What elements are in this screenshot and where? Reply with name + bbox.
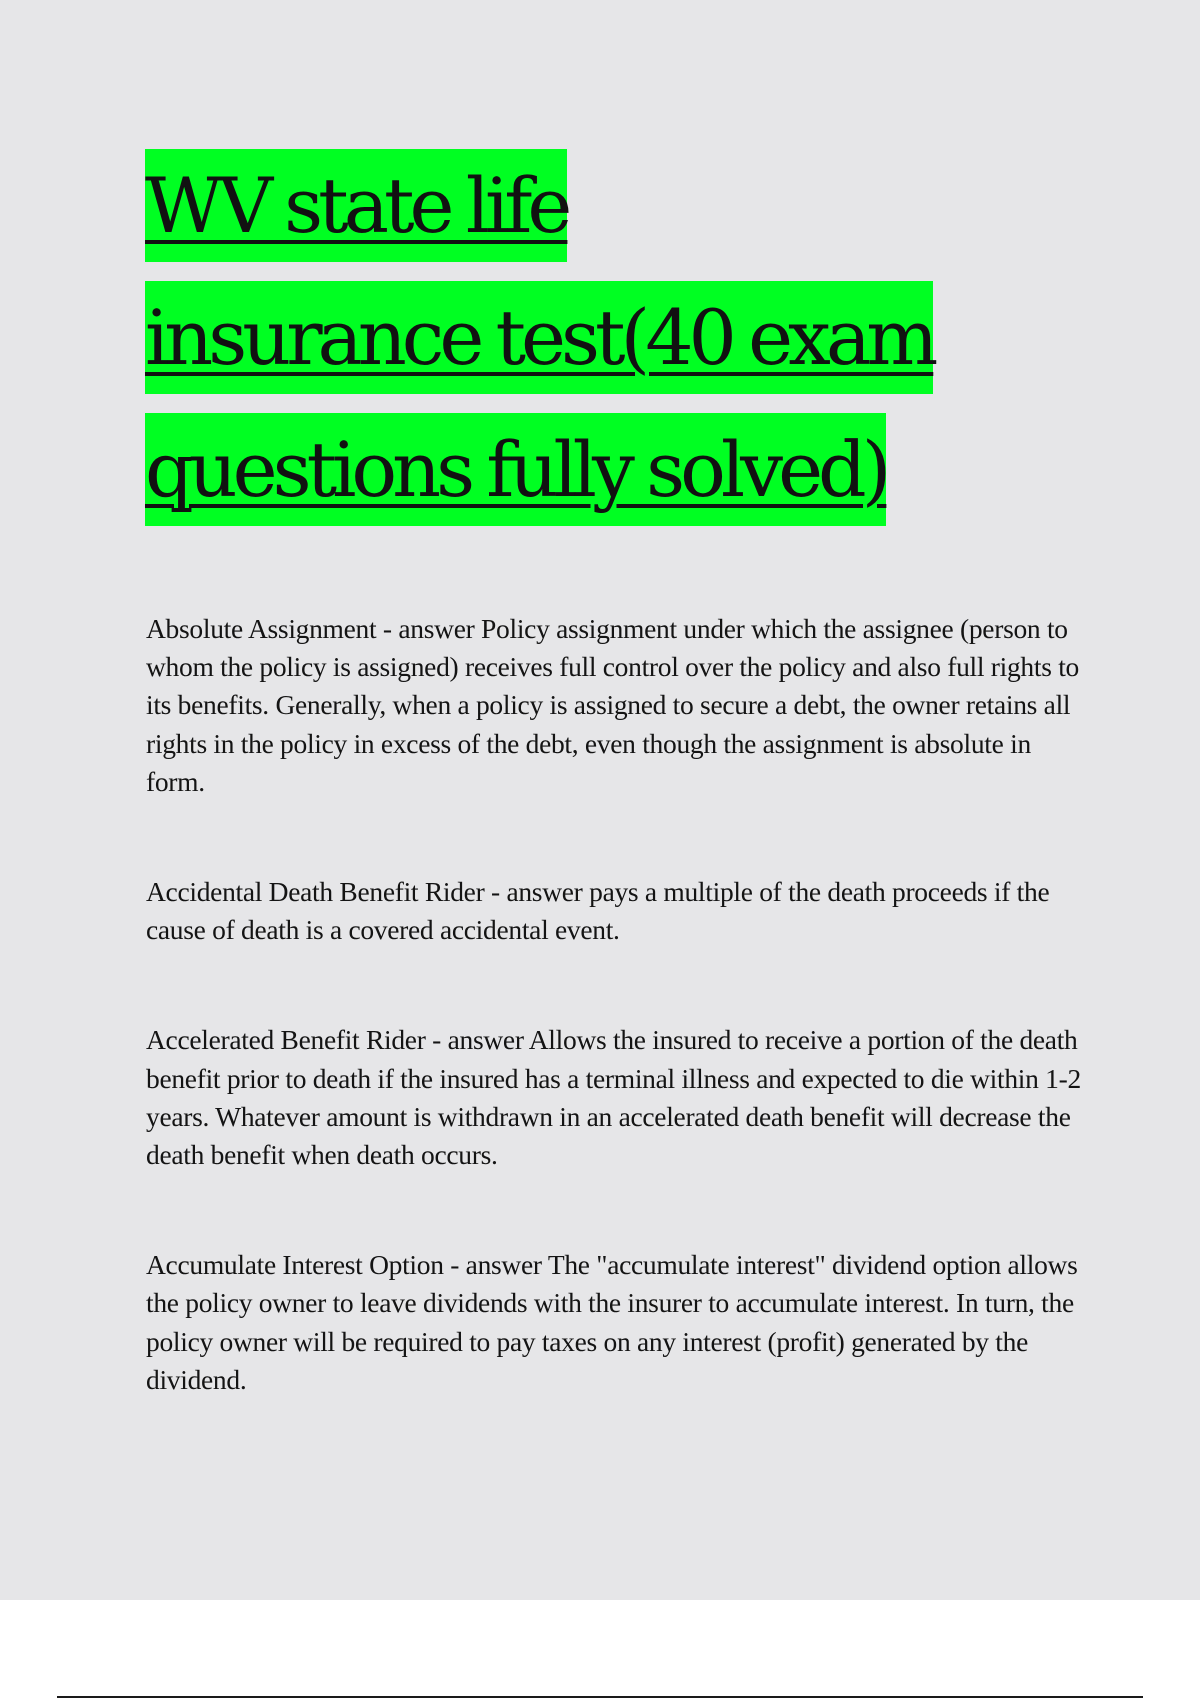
title-line-1 bbox=[145, 140, 1135, 272]
glossary-entry bbox=[146, 1021, 1096, 1174]
glossary-entries bbox=[146, 610, 1096, 1471]
glossary-entry bbox=[146, 1246, 1096, 1399]
title-line-3 bbox=[145, 404, 1135, 536]
title-highlight-2: insurance test(40 exam bbox=[145, 281, 933, 394]
entry-term: Accumulate Interest Option - bbox=[146, 1249, 466, 1280]
entry-definition: pays a multiple of the death proceeds if the cause of death is a covered accidental event. bbox=[146, 876, 1050, 946]
title-highlight-3: questions fully solved) bbox=[145, 413, 886, 526]
entry-definition: The "accumulate interest" dividend option allows the policy owner to leave dividends with the insurer to accumulate interest. In turn, the policy owner will be required to pay taxes on any interest (profit) generated by the dividend. bbox=[146, 1249, 1078, 1395]
entry-term: Accelerated Benefit Rider - bbox=[146, 1024, 448, 1055]
answer-marker: answer bbox=[506, 876, 583, 908]
answer-marker: answer bbox=[398, 613, 475, 644]
answer-marker: answer bbox=[465, 1249, 542, 1281]
title-line-2 bbox=[145, 272, 1135, 404]
answer-marker: answer bbox=[447, 1024, 524, 1056]
document-title bbox=[145, 140, 1135, 536]
title-highlight-1: WV state life bbox=[145, 149, 567, 262]
footer-divider bbox=[57, 1696, 1143, 1698]
glossary-entry bbox=[146, 873, 1096, 949]
entry-definition: Allows the insured to receive a portion of the death benefit prior to death if the insured has a terminal illness and expected to die within 1-2 years. Whatever amount is withdrawn in an accelerated death benefit will decrease the death benefit when death occurs. bbox=[146, 1024, 1081, 1171]
entry-term: Absolute Assignment - bbox=[146, 613, 398, 644]
entry-term: Accidental Death Benefit Rider - bbox=[146, 876, 506, 907]
glossary-entry bbox=[146, 610, 1096, 801]
entry-definition: Policy assignment under which the assignee (person to whom the policy is assigned) receives full control over the policy and also full rights to its benefits. Generally, when a policy is assigned to secure a debt, the owner retains all rights in the policy in excess of the debt, even though the assignment is absolute in form. bbox=[146, 613, 1079, 797]
